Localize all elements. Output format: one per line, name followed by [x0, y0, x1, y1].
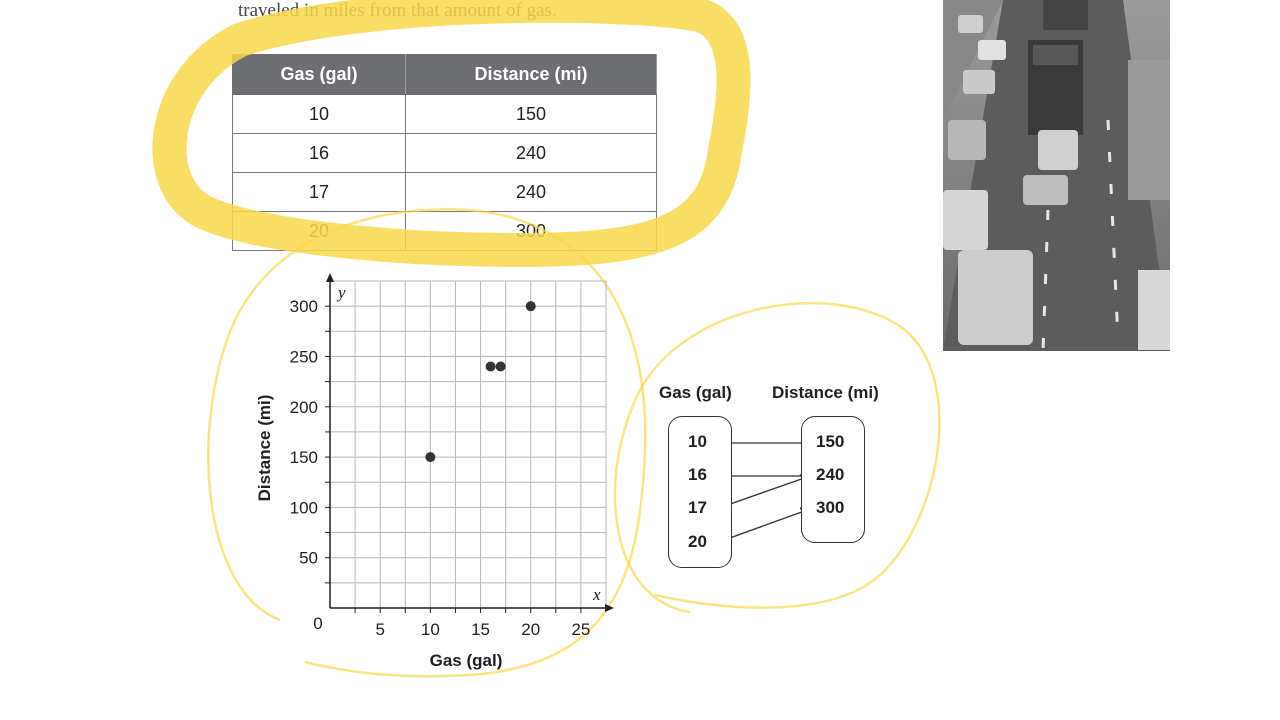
cell-gas: 20 — [233, 212, 406, 251]
mapping-range-value: 300 — [816, 498, 845, 517]
cell-distance: 240 — [406, 173, 657, 212]
cell-distance: 300 — [406, 212, 657, 251]
table-highlight-stroke — [169, 6, 733, 250]
origin-label: 0 — [313, 614, 323, 633]
x-tick-label: 20 — [521, 620, 541, 639]
cell-gas: 10 — [233, 95, 406, 134]
header-distance: Distance (mi) — [406, 55, 657, 95]
mapping-domain-value: 17 — [688, 498, 707, 517]
x-axis-letter: x — [593, 585, 601, 604]
mapping-range-title: Distance (mi) — [772, 383, 879, 402]
data-point — [486, 362, 496, 372]
y-tick-label: 200 — [289, 397, 318, 417]
mapping-range-value: 240 — [816, 465, 845, 484]
y-tick-label: 50 — [299, 548, 318, 568]
data-point — [526, 301, 536, 311]
mapping-circle-stroke — [615, 303, 939, 612]
x-axis-label: Gas (gal) — [429, 651, 503, 670]
mapping-domain-value: 16 — [688, 465, 707, 484]
header-gas: Gas (gal) — [233, 55, 406, 95]
cell-distance: 150 — [406, 95, 657, 134]
y-axis-arrow — [326, 273, 334, 282]
x-tick-label: 10 — [420, 620, 440, 639]
y-tick-label: 100 — [289, 498, 318, 518]
x-tick-label: 25 — [571, 620, 591, 639]
x-tick-label: 5 — [375, 620, 385, 639]
chart-grid — [330, 281, 606, 608]
y-tick-label: 300 — [289, 297, 318, 317]
chart-tick-labels — [290, 297, 591, 639]
mapping-domain-value: 20 — [688, 532, 707, 551]
data-point — [425, 452, 435, 462]
y-axis-label: Distance (mi) — [255, 394, 274, 502]
y-tick-label: 150 — [289, 448, 318, 468]
data-point — [496, 362, 506, 372]
y-tick-label: 250 — [289, 347, 318, 367]
mapping-domain-value: 10 — [688, 432, 707, 451]
intro-text: traveled in miles from that amount of gas. — [238, 0, 557, 21]
chart-axes — [325, 273, 614, 613]
mapping-range-value: 150 — [816, 432, 845, 451]
cell-gas: 16 — [233, 134, 406, 173]
y-axis-letter: y — [338, 283, 346, 302]
x-tick-label: 15 — [471, 620, 491, 639]
cell-gas: 17 — [233, 173, 406, 212]
mapping-domain-title: Gas (gal) — [659, 383, 732, 402]
cell-distance: 240 — [406, 134, 657, 173]
